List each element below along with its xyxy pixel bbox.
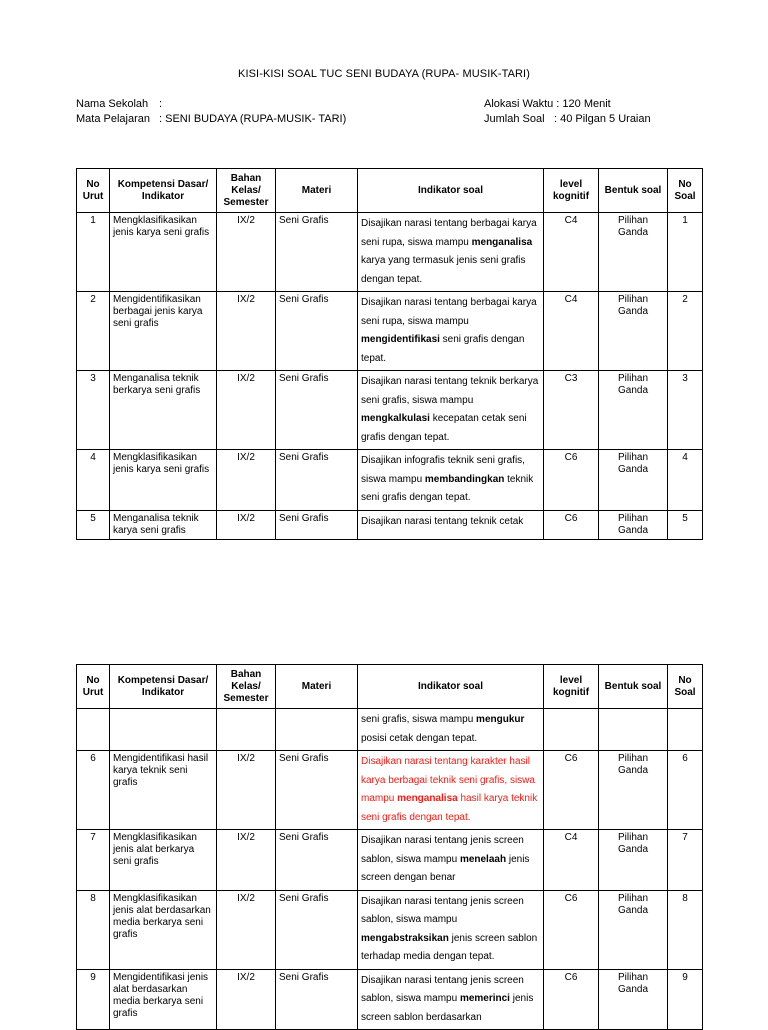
row-level: C3 xyxy=(544,371,599,450)
row-indikator xyxy=(358,371,544,450)
indikator-text: seni grafis, siswa mampu xyxy=(361,714,477,725)
table-row xyxy=(77,292,703,371)
header-no-urut: No Urut xyxy=(77,665,110,709)
document-title: KISI-KISI SOAL TUC SENI BUDAYA (RUPA- MUSIK-TARI) xyxy=(238,68,530,80)
row-bentuk: Pilihan Ganda xyxy=(599,830,668,891)
header-row xyxy=(77,665,703,709)
row-kelas xyxy=(217,709,276,751)
row-level: C4 xyxy=(544,830,599,891)
table-row xyxy=(77,450,703,511)
indikator-text-end: hasil karya teknik seni grafis dengan tepat. xyxy=(361,793,538,823)
row-indikator xyxy=(358,830,544,891)
header-materi: Materi xyxy=(276,169,358,213)
row-no-urut: 7 xyxy=(77,830,110,891)
row-bentuk: Pilihan Ganda xyxy=(599,371,668,450)
indikator-text-end: jenis screen dengan benar xyxy=(361,853,530,883)
indikator-verb: menelaah xyxy=(459,853,507,865)
school-info xyxy=(76,97,346,127)
row-no-soal xyxy=(668,709,703,751)
header-kompetensi: Kompetensi Dasar/ Indikator xyxy=(110,169,217,213)
mapel-label: Mata Pelajaran xyxy=(76,113,150,125)
row-kompetensi: Mengklasifikasikan jenis karya seni grafis xyxy=(110,450,217,511)
row-indikator xyxy=(358,751,544,830)
row-kompetensi: Mengidentifikasikan berbagai jenis karya seni grafis xyxy=(110,292,217,371)
row-kompetensi: Mengidentifikasi hasil karya teknik seni grafis xyxy=(110,751,217,830)
row-materi: Seni Grafis xyxy=(276,371,358,450)
table-body xyxy=(77,709,703,1030)
indikator-verb: mengabstraksikan xyxy=(361,932,449,944)
row-materi: Seni Grafis xyxy=(276,510,358,539)
row-bentuk: Pilihan Ganda xyxy=(599,969,668,1030)
row-kelas: IX/2 xyxy=(217,371,276,450)
mapel-value: : SENI BUDAYA (RUPA-MUSIK- TARI) xyxy=(159,113,347,125)
row-kelas: IX/2 xyxy=(217,969,276,1030)
header-level: level kognitif xyxy=(544,665,599,709)
row-indikator xyxy=(358,510,544,539)
header-bahan: Bahan Kelas/ Semester xyxy=(217,665,276,709)
header-indikator: Indikator soal xyxy=(358,169,544,213)
row-kelas: IX/2 xyxy=(217,830,276,891)
indikator-verb: membandingkan xyxy=(424,473,505,485)
header-no-soal: No Soal xyxy=(668,665,703,709)
header-indikator: Indikator soal xyxy=(358,665,544,709)
jumlah-label: Jumlah Soal xyxy=(484,113,545,125)
indikator-text: Disajikan narasi tentang teknik berkarya seni grafis, siswa mampu xyxy=(361,376,539,406)
table-row xyxy=(77,751,703,830)
row-bentuk: Pilihan Ganda xyxy=(599,450,668,511)
row-materi: Seni Grafis xyxy=(276,890,358,969)
row-no-soal: 4 xyxy=(668,450,703,511)
indikator-text-end: jenis screen sablon terhadap media dengan tepat. xyxy=(361,932,538,962)
row-no-soal: 3 xyxy=(668,371,703,450)
row-indikator xyxy=(358,292,544,371)
row-indikator xyxy=(358,709,544,751)
header-bentuk: Bentuk soal xyxy=(599,665,668,709)
indikator-text-end: jenis screen sablon berdasarkan xyxy=(361,993,534,1023)
row-materi xyxy=(276,709,358,751)
row-indikator xyxy=(358,969,544,1030)
header-kompetensi: Kompetensi Dasar/ Indikator xyxy=(110,665,217,709)
row-level: C6 xyxy=(544,450,599,511)
row-no-soal: 1 xyxy=(668,213,703,292)
row-indikator xyxy=(358,450,544,511)
indikator-text-end: seni grafis dengan tepat. xyxy=(361,334,525,364)
row-no-urut xyxy=(77,709,110,751)
table-row xyxy=(77,371,703,450)
row-kompetensi: Menganalisa teknik berkarya seni grafis xyxy=(110,371,217,450)
row-kompetensi: Mengidentifikasi jenis alat berdasarkan media berkarya seni grafis xyxy=(110,969,217,1030)
row-level: C4 xyxy=(544,292,599,371)
header-no-soal: No Soal xyxy=(668,169,703,213)
indikator-verb: menganalisa xyxy=(471,236,533,248)
waktu-value: : 120 Menit xyxy=(556,98,611,110)
header-level: level kognitif xyxy=(544,169,599,213)
indikator-text-end: karya yang termasuk jenis seni grafis dengan tepat. xyxy=(361,255,526,285)
row-kelas: IX/2 xyxy=(217,292,276,371)
table-row xyxy=(77,213,703,292)
row-level: C6 xyxy=(544,890,599,969)
row-no-urut: 4 xyxy=(77,450,110,511)
header-materi: Materi xyxy=(276,665,358,709)
row-no-urut: 6 xyxy=(77,751,110,830)
row-materi: Seni Grafis xyxy=(276,969,358,1030)
table-row xyxy=(77,969,703,1030)
indikator-verb: menganalisa xyxy=(397,793,458,804)
row-bentuk: Pilihan Ganda xyxy=(599,510,668,539)
row-bentuk xyxy=(599,709,668,751)
row-kelas: IX/2 xyxy=(217,890,276,969)
row-level: C4 xyxy=(544,213,599,292)
row-no-soal: 6 xyxy=(668,751,703,830)
indikator-text: Disajikan narasi tentang jenis screen sablon, siswa mampu xyxy=(361,895,524,925)
row-level: C6 xyxy=(544,969,599,1030)
row-no-urut: 3 xyxy=(77,371,110,450)
header-no-urut: No Urut xyxy=(77,169,110,213)
row-bentuk: Pilihan Ganda xyxy=(599,213,668,292)
row-kelas: IX/2 xyxy=(217,751,276,830)
sekolah-label: Nama Sekolah xyxy=(76,98,149,110)
table-row xyxy=(77,510,703,539)
header-row xyxy=(77,169,703,213)
row-no-soal: 7 xyxy=(668,830,703,891)
row-no-urut: 2 xyxy=(77,292,110,371)
row-kompetensi xyxy=(110,709,217,751)
row-kompetensi: Menganalisa teknik karya seni grafis xyxy=(110,510,217,539)
row-materi: Seni Grafis xyxy=(276,292,358,371)
row-no-urut: 9 xyxy=(77,969,110,1030)
waktu-label: Alokasi Waktu xyxy=(484,98,554,110)
row-level: C6 xyxy=(544,751,599,830)
indikator-text: Disajikan infografis teknik seni grafis, siswa mampu xyxy=(361,455,525,485)
indikator-verb: mengidentifikasi xyxy=(361,334,440,345)
table-row xyxy=(77,830,703,891)
row-materi: Seni Grafis xyxy=(276,751,358,830)
row-indikator xyxy=(358,213,544,292)
indikator-text: Disajikan narasi tentang jenis screen sablon, siswa mampu xyxy=(361,835,524,865)
exam-info xyxy=(484,97,651,127)
table-body xyxy=(77,213,703,540)
indikator-text-end: teknik seni grafis dengan tepat. xyxy=(361,473,534,503)
header-bentuk: Bentuk soal xyxy=(599,169,668,213)
row-no-urut: 1 xyxy=(77,213,110,292)
row-kelas: IX/2 xyxy=(217,213,276,292)
row-no-urut: 5 xyxy=(77,510,110,539)
row-kompetensi: Mengklasifikasikan jenis alat berdasarkan media berkarya seni grafis xyxy=(110,890,217,969)
row-no-soal: 2 xyxy=(668,292,703,371)
kisi-table-2 xyxy=(76,664,703,1030)
row-kelas: IX/2 xyxy=(217,450,276,511)
indikator-text: Disajikan narasi tentang jenis screen sablon, siswa mampu xyxy=(361,974,524,1004)
row-bentuk: Pilihan Ganda xyxy=(599,292,668,371)
jumlah-value: : 40 Pilgan 5 Uraian xyxy=(554,113,651,125)
indikator-verb: mengkalkulasi xyxy=(361,413,430,424)
row-no-soal: 8 xyxy=(668,890,703,969)
indikator-text: Disajikan narasi tentang karakter hasil karya berbagai teknik seni grafis, siswa mampu xyxy=(361,756,535,804)
row-kompetensi: Mengklasifikasikan jenis karya seni grafis xyxy=(110,213,217,292)
indikator-text: Disajikan narasi tentang teknik cetak xyxy=(361,515,524,527)
header-bahan: Bahan Kelas/ Semester xyxy=(217,169,276,213)
row-no-soal: 9 xyxy=(668,969,703,1030)
row-level xyxy=(544,709,599,751)
indikator-verb: memerinci xyxy=(459,993,510,1004)
kisi-table-1 xyxy=(76,168,703,540)
row-indikator xyxy=(358,890,544,969)
row-materi: Seni Grafis xyxy=(276,450,358,511)
indikator-text-end: posisi cetak dengan tepat. xyxy=(361,732,478,744)
indikator-text-end: kecepatan cetak seni grafis dengan tepat. xyxy=(361,413,527,443)
indikator-verb: mengukur xyxy=(476,714,525,725)
row-bentuk: Pilihan Ganda xyxy=(599,751,668,830)
indikator-text: Disajikan narasi tentang berbagai karya seni rupa, siswa mampu xyxy=(361,218,537,248)
row-materi: Seni Grafis xyxy=(276,213,358,292)
row-kompetensi: Mengklasifikasikan jenis alat berkarya seni grafis xyxy=(110,830,217,891)
row-level: C6 xyxy=(544,510,599,539)
sekolah-value: : xyxy=(159,98,163,110)
indikator-text: Disajikan narasi tentang berbagai karya seni rupa, siswa mampu xyxy=(361,297,537,327)
row-no-urut: 8 xyxy=(77,890,110,969)
row-no-soal: 5 xyxy=(668,510,703,539)
table-row xyxy=(77,709,703,751)
row-materi: Seni Grafis xyxy=(276,830,358,891)
row-bentuk: Pilihan Ganda xyxy=(599,890,668,969)
table-row xyxy=(77,890,703,969)
row-kelas: IX/2 xyxy=(217,510,276,539)
